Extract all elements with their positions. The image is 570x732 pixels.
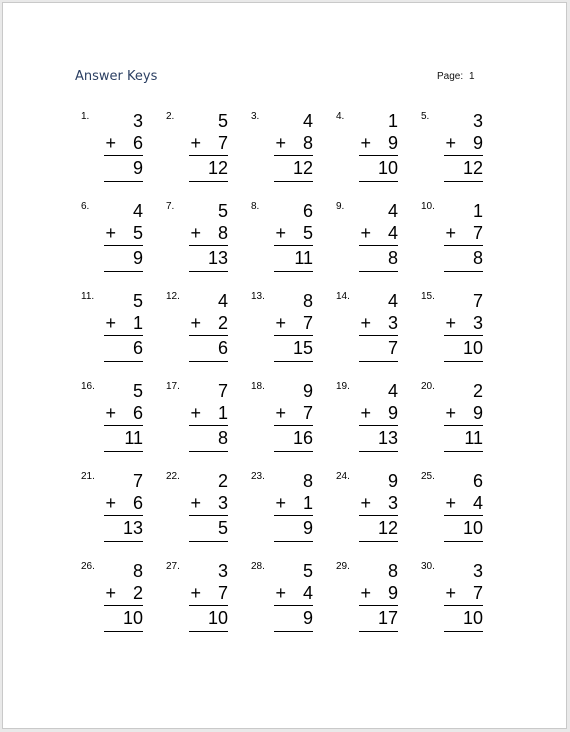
first-addend: 5 [302, 561, 313, 581]
page-number: 1 [469, 71, 475, 82]
problem-number: 4. [336, 111, 345, 122]
second-addend: 6 [132, 403, 143, 423]
answer-value: 8 [387, 248, 398, 268]
answer-underline [359, 361, 398, 362]
second-addend: 7 [217, 133, 228, 153]
first-addend: 7 [217, 381, 228, 401]
problem-item [166, 201, 228, 281]
operator-sign: + [190, 583, 201, 603]
sum-line [444, 515, 483, 516]
answer-underline [359, 271, 398, 272]
operator-sign: + [190, 223, 201, 243]
first-addend: 1 [472, 201, 483, 221]
problem-item [421, 561, 483, 641]
problem-number: 18. [251, 381, 265, 392]
answer-value: 11 [124, 428, 143, 448]
answer-underline [274, 541, 313, 542]
problem-number: 20. [421, 381, 435, 392]
answer-value: 7 [387, 338, 398, 358]
first-addend: 8 [302, 471, 313, 491]
answer-value: 10 [462, 338, 483, 358]
second-addend: 9 [472, 403, 483, 423]
answer-value: 11 [464, 428, 483, 448]
sum-line [274, 155, 313, 156]
operator-sign: + [445, 493, 456, 513]
operator-sign: + [190, 403, 201, 423]
sum-line [359, 155, 398, 156]
second-addend: 7 [217, 583, 228, 603]
first-addend: 7 [132, 471, 143, 491]
sum-line [104, 515, 143, 516]
problem-item [166, 561, 228, 641]
answer-value: 9 [132, 248, 143, 268]
problem-number: 27. [166, 561, 180, 572]
problem-item [421, 111, 483, 191]
answer-underline [359, 181, 398, 182]
problem-item [166, 471, 228, 551]
problem-number: 15. [421, 291, 435, 302]
problem-item [81, 471, 143, 551]
second-addend: 3 [387, 313, 398, 333]
operator-sign: + [190, 493, 201, 513]
operator-sign: + [105, 313, 116, 333]
answer-underline [189, 181, 228, 182]
second-addend: 8 [217, 223, 228, 243]
first-addend: 8 [302, 291, 313, 311]
problem-number: 7. [166, 201, 175, 212]
answer-underline [274, 631, 313, 632]
sum-line [274, 425, 313, 426]
problem-grid [3, 3, 566, 728]
answer-value: 8 [217, 428, 228, 448]
first-addend: 2 [472, 381, 483, 401]
answer-underline [104, 181, 143, 182]
second-addend: 9 [387, 583, 398, 603]
first-addend: 5 [217, 111, 228, 131]
operator-sign: + [275, 133, 286, 153]
answer-underline [189, 451, 228, 452]
answer-underline [444, 361, 483, 362]
problem-number: 25. [421, 471, 435, 482]
problem-item [421, 291, 483, 371]
problem-item [336, 111, 398, 191]
sum-line [359, 605, 398, 606]
problem-item [166, 111, 228, 191]
answer-underline [189, 631, 228, 632]
problem-item [336, 561, 398, 641]
problem-item [81, 291, 143, 371]
problem-item [81, 201, 143, 281]
problem-number: 16. [81, 381, 95, 392]
second-addend: 2 [132, 583, 143, 603]
first-addend: 8 [132, 561, 143, 581]
operator-sign: + [105, 223, 116, 243]
sum-line [274, 245, 313, 246]
operator-sign: + [360, 133, 371, 153]
operator-sign: + [105, 403, 116, 423]
problem-item [421, 201, 483, 281]
problem-item [251, 381, 313, 461]
first-addend: 4 [387, 381, 398, 401]
problem-number: 23. [251, 471, 265, 482]
problem-item [251, 471, 313, 551]
problem-item [81, 111, 143, 191]
second-addend: 9 [387, 133, 398, 153]
second-addend: 3 [387, 493, 398, 513]
operator-sign: + [360, 223, 371, 243]
second-addend: 6 [132, 493, 143, 513]
second-addend: 1 [302, 493, 313, 513]
first-addend: 8 [387, 561, 398, 581]
first-addend: 2 [217, 471, 228, 491]
second-addend: 4 [302, 583, 313, 603]
second-addend: 7 [302, 403, 313, 423]
operator-sign: + [105, 133, 116, 153]
sum-line [189, 425, 228, 426]
answer-value: 13 [207, 248, 228, 268]
second-addend: 7 [472, 583, 483, 603]
sum-line [359, 245, 398, 246]
problem-item [336, 291, 398, 371]
problem-number: 14. [336, 291, 350, 302]
answer-value: 10 [462, 608, 483, 628]
problem-number: 8. [251, 201, 260, 212]
problem-item [166, 291, 228, 371]
first-addend: 5 [132, 291, 143, 311]
problem-number: 12. [166, 291, 180, 302]
problem-number: 26. [81, 561, 95, 572]
first-addend: 9 [302, 381, 313, 401]
problem-number: 22. [166, 471, 180, 482]
answer-value: 12 [292, 158, 313, 178]
operator-sign: + [360, 493, 371, 513]
problem-number: 6. [81, 201, 90, 212]
operator-sign: + [445, 313, 456, 333]
answer-underline [104, 631, 143, 632]
answer-value: 17 [377, 608, 398, 628]
operator-sign: + [190, 133, 201, 153]
answer-underline [104, 271, 143, 272]
second-addend: 8 [302, 133, 313, 153]
answer-value: 10 [122, 608, 143, 628]
operator-sign: + [445, 223, 456, 243]
sum-line [274, 605, 313, 606]
sum-line [104, 605, 143, 606]
answer-value: 9 [302, 518, 313, 538]
sum-line [189, 335, 228, 336]
problem-number: 28. [251, 561, 265, 572]
sum-line [444, 245, 483, 246]
answer-value: 12 [377, 518, 398, 538]
answer-value: 13 [122, 518, 143, 538]
sum-line [189, 515, 228, 516]
answer-value: 10 [377, 158, 398, 178]
problem-item [421, 381, 483, 461]
second-addend: 4 [472, 493, 483, 513]
sum-line [274, 515, 313, 516]
sum-line [274, 335, 313, 336]
answer-value: 10 [207, 608, 228, 628]
answer-underline [274, 271, 313, 272]
answer-value: 6 [132, 338, 143, 358]
answer-value: 16 [292, 428, 313, 448]
second-addend: 2 [217, 313, 228, 333]
problem-number: 1. [81, 111, 90, 122]
operator-sign: + [445, 583, 456, 603]
operator-sign: + [105, 493, 116, 513]
second-addend: 9 [472, 133, 483, 153]
sum-line [444, 425, 483, 426]
second-addend: 1 [217, 403, 228, 423]
problem-item [251, 561, 313, 641]
answer-value: 9 [132, 158, 143, 178]
problem-item [251, 201, 313, 281]
sum-line [444, 605, 483, 606]
problem-item [251, 291, 313, 371]
problem-number: 24. [336, 471, 350, 482]
operator-sign: + [105, 583, 116, 603]
answer-underline [189, 541, 228, 542]
problem-number: 21. [81, 471, 95, 482]
sum-line [104, 245, 143, 246]
problem-number: 29. [336, 561, 350, 572]
first-addend: 9 [387, 471, 398, 491]
answer-underline [189, 361, 228, 362]
first-addend: 7 [472, 291, 483, 311]
problem-number: 19. [336, 381, 350, 392]
sum-line [104, 425, 143, 426]
sum-line [189, 155, 228, 156]
operator-sign: + [275, 493, 286, 513]
problem-number: 30. [421, 561, 435, 572]
first-addend: 3 [217, 561, 228, 581]
first-addend: 5 [132, 381, 143, 401]
answer-underline [359, 541, 398, 542]
operator-sign: + [360, 403, 371, 423]
answer-underline [359, 451, 398, 452]
operator-sign: + [275, 403, 286, 423]
first-addend: 4 [217, 291, 228, 311]
answer-value: 9 [302, 608, 313, 628]
problem-number: 17. [166, 381, 180, 392]
answer-underline [274, 361, 313, 362]
sum-line [189, 245, 228, 246]
problem-number: 2. [166, 111, 175, 122]
problem-item [81, 561, 143, 641]
worksheet-page [2, 2, 567, 729]
problem-number: 5. [421, 111, 430, 122]
operator-sign: + [275, 223, 286, 243]
sum-line [444, 155, 483, 156]
problem-number: 9. [336, 201, 345, 212]
second-addend: 9 [387, 403, 398, 423]
answer-underline [104, 451, 143, 452]
first-addend: 4 [387, 291, 398, 311]
first-addend: 1 [387, 111, 398, 131]
first-addend: 6 [472, 471, 483, 491]
second-addend: 7 [472, 223, 483, 243]
first-addend: 3 [472, 561, 483, 581]
answer-value: 11 [294, 248, 313, 268]
second-addend: 6 [132, 133, 143, 153]
problem-item [421, 471, 483, 551]
problem-number: 13. [251, 291, 265, 302]
answer-underline [444, 271, 483, 272]
problem-item [81, 381, 143, 461]
problem-item [166, 381, 228, 461]
second-addend: 5 [132, 223, 143, 243]
operator-sign: + [275, 583, 286, 603]
page-label: Page: [437, 71, 464, 82]
second-addend: 1 [132, 313, 143, 333]
second-addend: 4 [387, 223, 398, 243]
first-addend: 3 [472, 111, 483, 131]
sum-line [104, 155, 143, 156]
answer-underline [274, 451, 313, 452]
answer-value: 13 [377, 428, 398, 448]
first-addend: 4 [302, 111, 313, 131]
second-addend: 7 [302, 313, 313, 333]
first-addend: 3 [132, 111, 143, 131]
answer-value: 6 [217, 338, 228, 358]
answer-value: 10 [462, 518, 483, 538]
first-addend: 4 [132, 201, 143, 221]
problem-number: 3. [251, 111, 260, 122]
problem-item [336, 201, 398, 281]
answer-underline [104, 541, 143, 542]
answer-value: 8 [472, 248, 483, 268]
answer-value: 5 [217, 518, 228, 538]
sum-line [189, 605, 228, 606]
sum-line [359, 335, 398, 336]
first-addend: 4 [387, 201, 398, 221]
answer-underline [359, 631, 398, 632]
second-addend: 5 [302, 223, 313, 243]
operator-sign: + [445, 133, 456, 153]
second-addend: 3 [217, 493, 228, 513]
first-addend: 6 [302, 201, 313, 221]
problem-item [336, 381, 398, 461]
answer-underline [444, 181, 483, 182]
answer-value: 12 [462, 158, 483, 178]
answer-underline [104, 361, 143, 362]
sum-line [104, 335, 143, 336]
problem-item [251, 111, 313, 191]
problem-item [336, 471, 398, 551]
operator-sign: + [360, 313, 371, 333]
answer-underline [444, 541, 483, 542]
page-title: Answer Keys [75, 69, 158, 84]
first-addend: 5 [217, 201, 228, 221]
answer-underline [444, 451, 483, 452]
operator-sign: + [445, 403, 456, 423]
sum-line [359, 515, 398, 516]
sum-line [444, 335, 483, 336]
problem-number: 11. [81, 291, 95, 302]
operator-sign: + [275, 313, 286, 333]
answer-underline [274, 181, 313, 182]
sum-line [359, 425, 398, 426]
operator-sign: + [190, 313, 201, 333]
answer-underline [189, 271, 228, 272]
answer-value: 12 [207, 158, 228, 178]
answer-value: 15 [292, 338, 313, 358]
problem-number: 10. [421, 201, 435, 212]
answer-underline [444, 631, 483, 632]
second-addend: 3 [472, 313, 483, 333]
operator-sign: + [360, 583, 371, 603]
